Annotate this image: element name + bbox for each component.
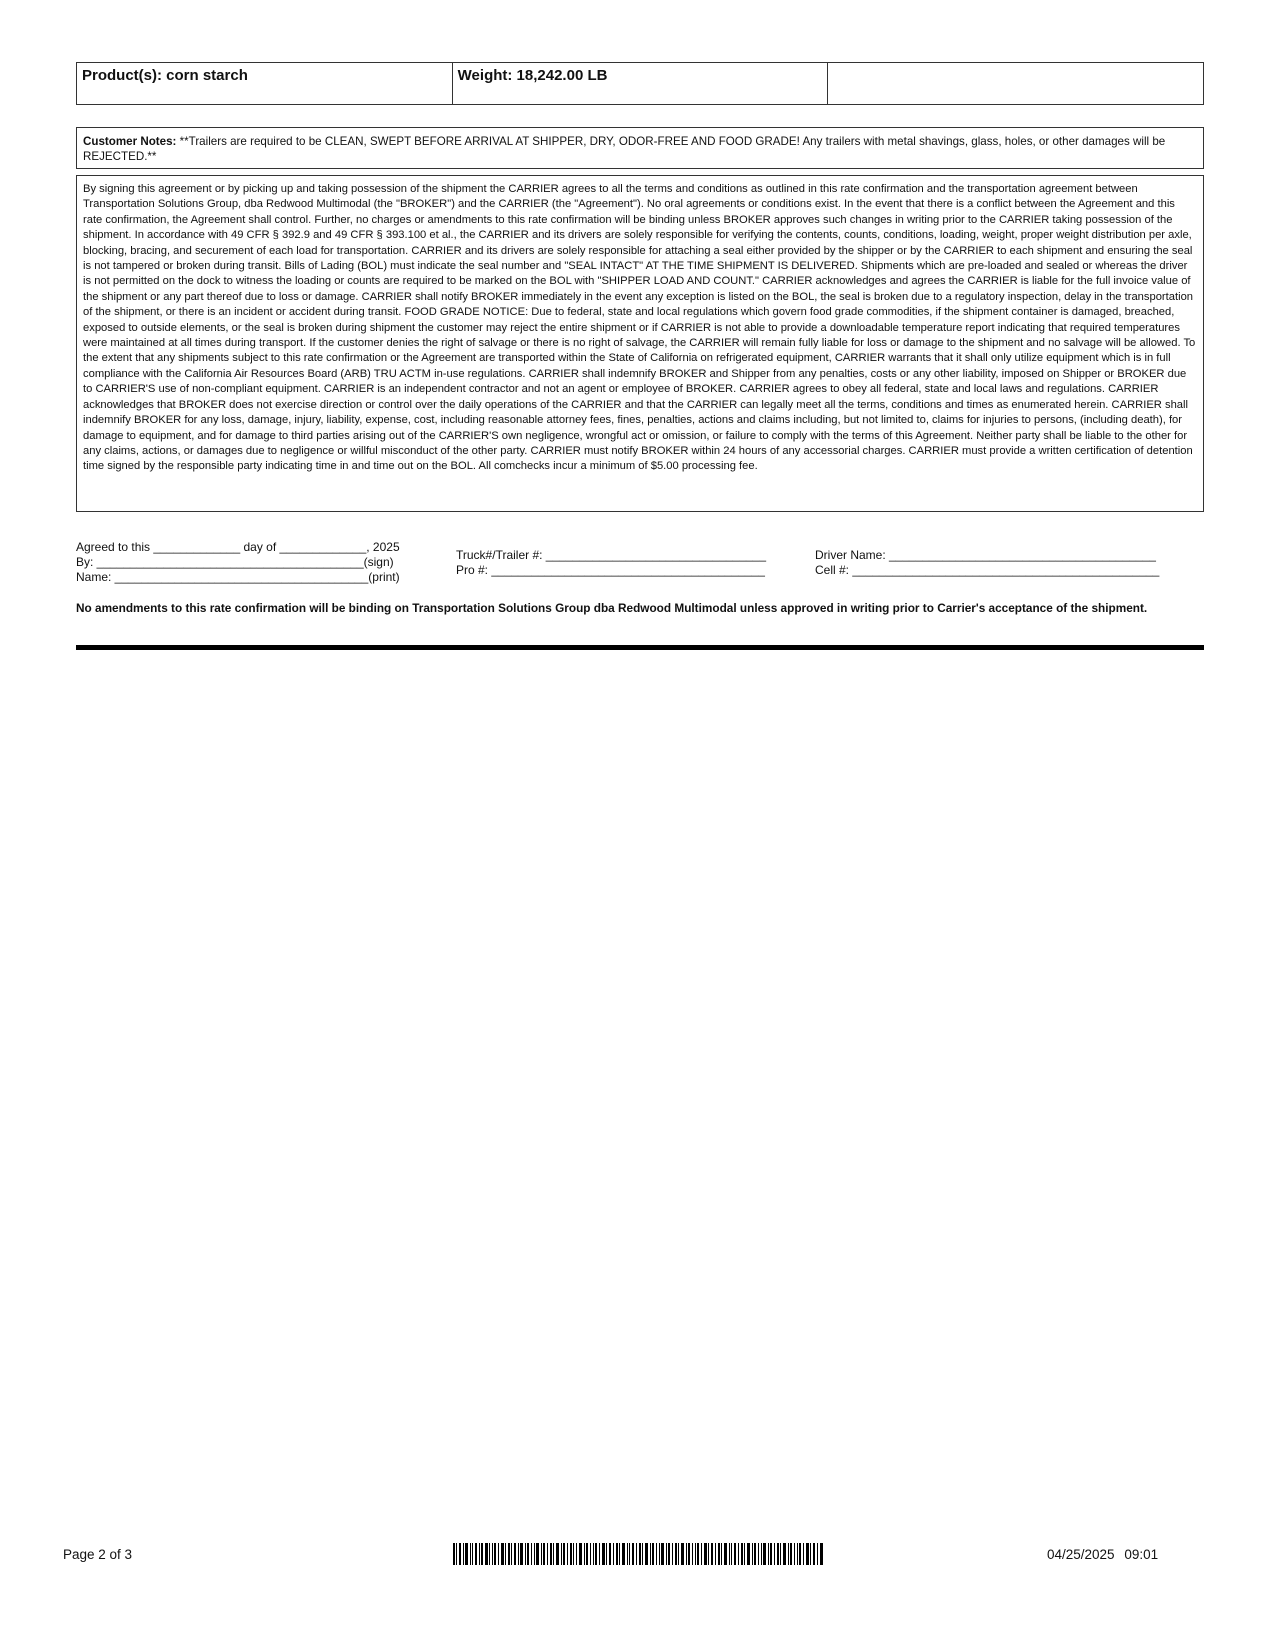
customer-notes-label: Customer Notes: (83, 135, 177, 148)
pro-number-line: Pro #: _________________________________________ (456, 563, 765, 577)
page-number: Page 2 of 3 (63, 1547, 133, 1562)
truck-trailer-line: Truck#/Trailer #: _________________________________ (456, 548, 767, 562)
agreed-date-line: Agreed to this _____________ day of _____________, 2025 (76, 540, 400, 554)
signature-by-line: By: ________________________________________(sign) (76, 555, 394, 569)
signature-name-line: Name: ______________________________________(print) (76, 570, 400, 584)
driver-name-line: Driver Name: ________________________________________ (815, 548, 1156, 562)
empty-cell (828, 63, 1203, 104)
agreement-signature-block (76, 540, 400, 585)
driver-cell-line: Cell #: ______________________________________________ (815, 563, 1160, 577)
customer-notes-text: **Trailers are required to be CLEAN, SWEPT BEFORE ARRIVAL AT SHIPPER, DRY, ODOR-FREE AND FOOD GRADE! Any trailers with metal shavings, glass, holes, or other damages will be REJECTED.** (83, 135, 1166, 163)
barcode (453, 1543, 823, 1565)
product-table (76, 62, 1204, 105)
customer-notes (76, 127, 1204, 169)
section-divider (76, 645, 1204, 650)
weight-cell: Weight: 18,242.00 LB (453, 63, 829, 104)
print-timestamp: 04/25/2025 09:01 (1047, 1547, 1159, 1562)
driver-info-block (815, 548, 1159, 578)
truck-info-block (456, 548, 766, 578)
terms-and-conditions: By signing this agreement or by picking up and taking possession of the shipment the CARRIER agrees to all the terms and conditions as outlined in this rate confirmation and the transportation agreement between Transportation Solutions Group, dba Redwood Multimodal (the "BROKER") and the CARRIER (the "Agreement"). No oral agreements or conditions exist. In the event that there is a conflict between the Agreement and this rate confirmation, the Agreement shall control. Further, no charges or amendments to this rate confirmation will be binding unless BROKER approves such changes in writing prior to the CARRIER taking possession of the shipment. In accordance with 49 CFR § 392.9 and 49 CFR § 393.100 et al., the CARRIER and its drivers are solely responsible for verifying the contents, counts, conditions, loading, weight, proper weight distribution per axle, blocking, bracing, and securement of each load for transportation. CARRIER and its drivers are solely responsible for attaching a seal either provided by the shipper or by the CARRIER to each shipment and ensuring the seal is not tampered or broken during transit. Bills of Lading (BOL) must indicate the seal number and "SEAL INTACT" AT THE TIME SHIPMENT IS DELIVERED. Shipments which are pre-loaded and sealed or whereas the driver is not permitted on the dock to witness the loading or counts are required to be marked on the BOL with "SHIPPER LOAD AND COUNT." CARRIER acknowledges and agrees the CARRIER is liable for the full invoice value of the shipment or any part thereof due to loss or damage. CARRIER shall notify BROKER immediately in the event any exception is listed on the BOL, the seal is broken due to a regulatory inspection, delay in the transportation of the shipment, or there is an incident or accident during transit. FOOD GRADE NOTICE: Due to federal, state and local regulations which govern food grade commodities, if the shipment container is damaged, breached, exposed to outside elements, or the seal is broken during shipment the customer may reject the entire shipment or if CARRIER is not able to provide a downloadable temperature report indicating that required temperatures were maintained at all times during transport. If the customer denies the right of salvage or there is no right of salvage, the CARRIER will remain fully liable for loss or damage to the shipment and no salvage will be allowed. To the extent that any shipments subject to this rate confirmation or the Agreement are transported within the State of California on refrigerated equipment, CARRIER warrants that it shall only utilize equipment which is in full compliance with the California Air Resources Board (ARB) TRU ACTM in-use regulations. CARRIER shall indemnify BROKER and Shipper from any penalties, costs or any other liability, imposed on Shipper or BROKER due to CARRIER'S use of non-compliant equipment. CARRIER is an independent contractor and not an agent or employee of BROKER. CARRIER agrees to obey all federal, state and local laws and regulations. CARRIER acknowledges that BROKER does not exercise direction or control over the daily operations of the CARRIER and that the CARRIER can legally meet all the terms, conditions and times as enumerated herein. CARRIER shall indemnify BROKER for any loss, damage, injury, liability, expense, cost, including reasonable attorney fees, fines, penalties, actions and claims including, but not limited to, claims for injuries to persons, (including death), for damage to equipment, and for damage to third parties arising out of the CARRIER'S own negligence, wrongful act or omission, or failure to comply with the terms of this Agreement. Neither party shall be liable to the other for any claims, actions, or damages due to negligence or willful misconduct of the other party. CARRIER must notify BROKER within 24 hours of any accessorial charges. CARRIER must provide a written certification of detention time signed by the responsible party indicating time in and time out on the BOL. All comchecks incur a minimum of $5.00 processing fee. (76, 175, 1204, 512)
amendment-notice: No amendments to this rate confirmation will be binding on Transportation Solutions Group dba Redwood Multimodal unless approved in writing prior to Carrier's acceptance of the shipment. (76, 601, 1148, 615)
products-cell: Product(s): corn starch (77, 63, 453, 104)
